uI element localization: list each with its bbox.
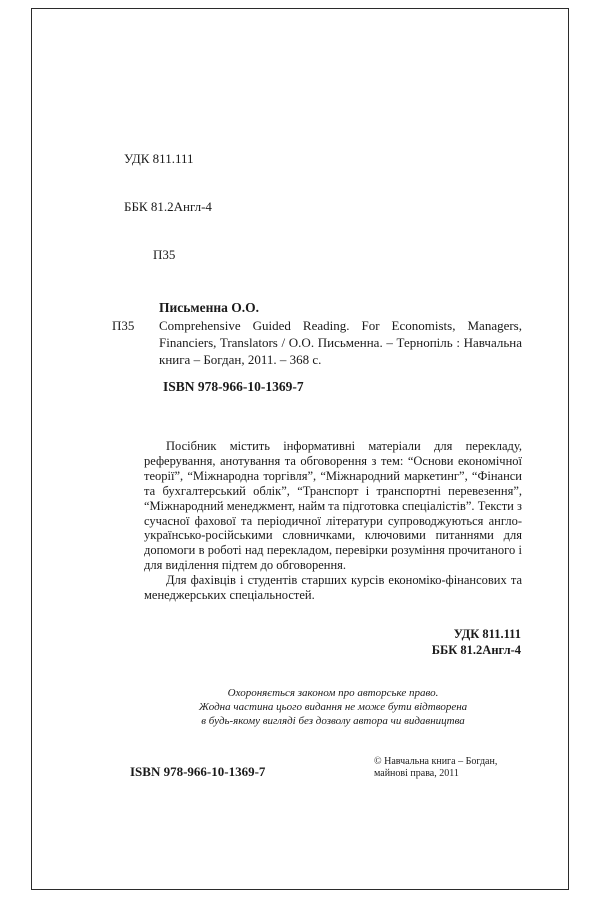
legal-line-3: в будь-якому вигляді без дозволу автора чи видавництва — [201, 715, 465, 727]
annotation-paragraph-1: Посібник містить інформативні матеріали для перекладу, реферування, анотування та обговорення з тем: “Основи економічної теорії”, “Міжнародна торгівля”, “Міжнародний маркетинг”, “Фінанси та бухгалтерський облік”, “Транспорт і транспортні перевезення”, “Міжнародний менеджмент, найм та підготовка спеціалістів”. Тексти з сучасної фахової та періодичної літератури супроводжуються англо-українсько-російськими словничками, ключовими питаннями для допомоги в роботі над перекладом, перевірки розуміння прочитаного і для виділення підтем до обговорення. — [144, 439, 522, 573]
copyright-legal-notice — [144, 686, 522, 728]
author-sign-code: П35 — [153, 247, 176, 262]
catalog-margin-code: П35 — [112, 318, 135, 333]
publisher-copyright — [374, 756, 524, 780]
top-classification-block — [124, 119, 212, 295]
bbk-code: ББК 81.2Англ-4 — [124, 199, 212, 214]
annotation-paragraph-2: Для фахівців і студентів старших курсів економіко-фінансових та менеджерських спеціальностей. — [144, 573, 522, 603]
udk-code: УДК 811.111 — [124, 151, 194, 166]
isbn-number-footer: ISBN 978-966-10-1369-7 — [130, 764, 266, 779]
author-name: Письменна О.О. — [159, 300, 260, 315]
isbn-number: ISBN 978-966-10-1369-7 — [163, 379, 304, 394]
bbk-code-right: ББК 81.2Англ-4 — [431, 643, 521, 657]
publisher-line-1: © Навчальна книга – Богдан, — [374, 756, 498, 767]
legal-line-2: Жодна частина цього видання не може бути відтворена — [198, 701, 468, 713]
udk-code-right: УДК 811.111 — [453, 627, 521, 641]
publisher-line-2: майнові права, 2011 — [374, 768, 459, 779]
bibliographic-description: Comprehensive Guided Reading. For Economists, Managers, Financiers, Translators / О.О. Письменна. – Тернопіль : Навчальна книга – Богдан, 2011. – 368 с. — [159, 318, 522, 367]
legal-line-1: Охороняється законом про авторське право. — [227, 687, 439, 699]
annotation-block — [144, 439, 522, 603]
right-classification-block — [432, 626, 521, 658]
